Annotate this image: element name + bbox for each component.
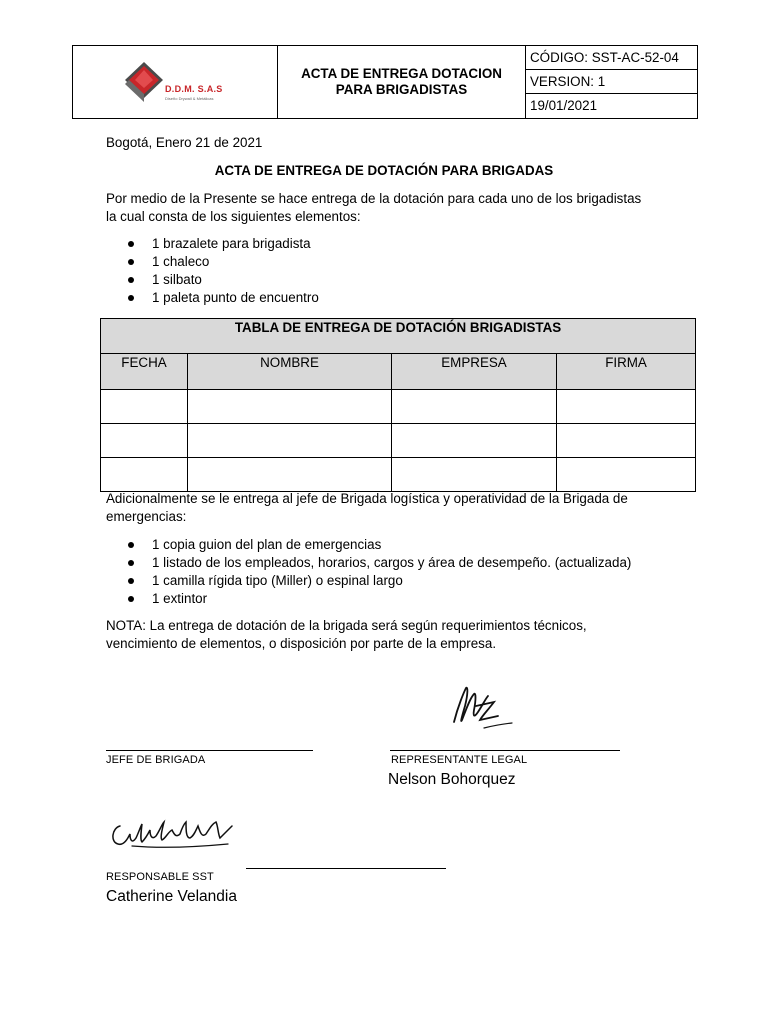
list-item: 1 paleta punto de encuentro [106, 289, 319, 307]
sst-label: RESPONSABLE SST [106, 871, 214, 883]
table-cell[interactable] [392, 390, 557, 424]
column-header-nombre: NOMBRE [188, 354, 392, 390]
table-cell[interactable] [557, 424, 696, 458]
title-line-1: ACTA DE ENTREGA DOTACION [301, 66, 502, 81]
column-header-fecha: FECHA [101, 354, 188, 390]
table-cell[interactable] [557, 390, 696, 424]
table-cell[interactable] [101, 390, 188, 424]
table-cell[interactable] [188, 424, 392, 458]
company-name: D.D.M. S.A.S [165, 84, 223, 94]
place-date: Bogotá, Enero 21 de 2021 [106, 135, 263, 150]
note-line-2: vencimiento de elementos, o disposición por parte de la empresa. [106, 636, 497, 651]
document-title [278, 46, 526, 118]
bullet-icon [128, 542, 134, 548]
delivery-table [100, 318, 696, 492]
list-item: 1 listado de los empleados, horarios, cargos y área de desempeño. (actualizada) [106, 554, 631, 572]
note-line-1: NOTA: La entrega de dotación de la brigada será según requerimientos técnicos, [106, 618, 587, 633]
bullet-icon [128, 277, 134, 283]
table-cell[interactable] [392, 424, 557, 458]
additional-line-2: emergencias: [106, 509, 187, 524]
sst-signature [106, 816, 238, 856]
equipment-list [106, 235, 319, 307]
table-row [101, 424, 696, 458]
title-line-2: PARA BRIGADISTAS [335, 82, 468, 97]
sst-name: Catherine Velandia [106, 888, 237, 905]
list-item: 1 camilla rígida tipo (Miller) o espinal largo [106, 572, 631, 590]
table-cell[interactable] [188, 458, 392, 492]
list-item: 1 silbato [106, 271, 319, 289]
list-item: 1 copia guion del plan de emergencias [106, 536, 631, 554]
bullet-icon [128, 241, 134, 247]
bullet-icon [128, 259, 134, 265]
list-item: 1 chaleco [106, 253, 319, 271]
bullet-icon [128, 295, 134, 301]
sst-signature-line [246, 868, 446, 869]
legal-name: Nelson Bohorquez [388, 771, 516, 788]
document-meta [526, 46, 697, 118]
legal-representative-signature [432, 676, 524, 738]
column-header-firma: FIRMA [557, 354, 696, 390]
list-item: 1 brazalete para brigadista [106, 235, 319, 253]
column-header-empresa: EMPRESA [392, 354, 557, 390]
document-heading: ACTA DE ENTREGA DE DOTACIÓN PARA BRIGADAS [214, 163, 554, 178]
company-logo [123, 60, 165, 104]
logo-cell [73, 46, 278, 118]
table-cell[interactable] [101, 458, 188, 492]
table-cell[interactable] [188, 390, 392, 424]
company-tagline: Diseño Drywall & Metálicas [165, 96, 214, 101]
table-cell[interactable] [392, 458, 557, 492]
table-caption: TABLA DE ENTREGA DE DOTACIÓN BRIGADISTAS [101, 319, 696, 354]
legal-signature-line [390, 750, 620, 751]
additional-line-1: Adicionalmente se le entrega al jefe de Brigada logística y operatividad de la Brigada de [106, 491, 628, 506]
document-header [72, 45, 698, 119]
additional-list [106, 536, 631, 608]
intro-line-1: Por medio de la Presente se hace entrega de la dotación para cada uno de los brigadistas [106, 191, 642, 206]
chief-label: JEFE DE BRIGADA [106, 754, 206, 766]
table-cell[interactable] [101, 424, 188, 458]
bullet-icon [128, 560, 134, 566]
document-code: CÓDIGO: SST-AC-52-04 [526, 46, 697, 70]
document-date: 19/01/2021 [530, 98, 598, 113]
table-row [101, 458, 696, 492]
intro-line-2: la cual consta de los siguientes elementos: [106, 209, 361, 224]
document-version: VERSION: 1 [526, 70, 697, 94]
table-cell[interactable] [557, 458, 696, 492]
list-item: 1 extintor [106, 590, 631, 608]
table-row [101, 390, 696, 424]
bullet-icon [128, 596, 134, 602]
chief-signature-line [106, 750, 313, 751]
bullet-icon [128, 578, 134, 584]
legal-label: REPRESENTANTE LEGAL [391, 754, 528, 766]
